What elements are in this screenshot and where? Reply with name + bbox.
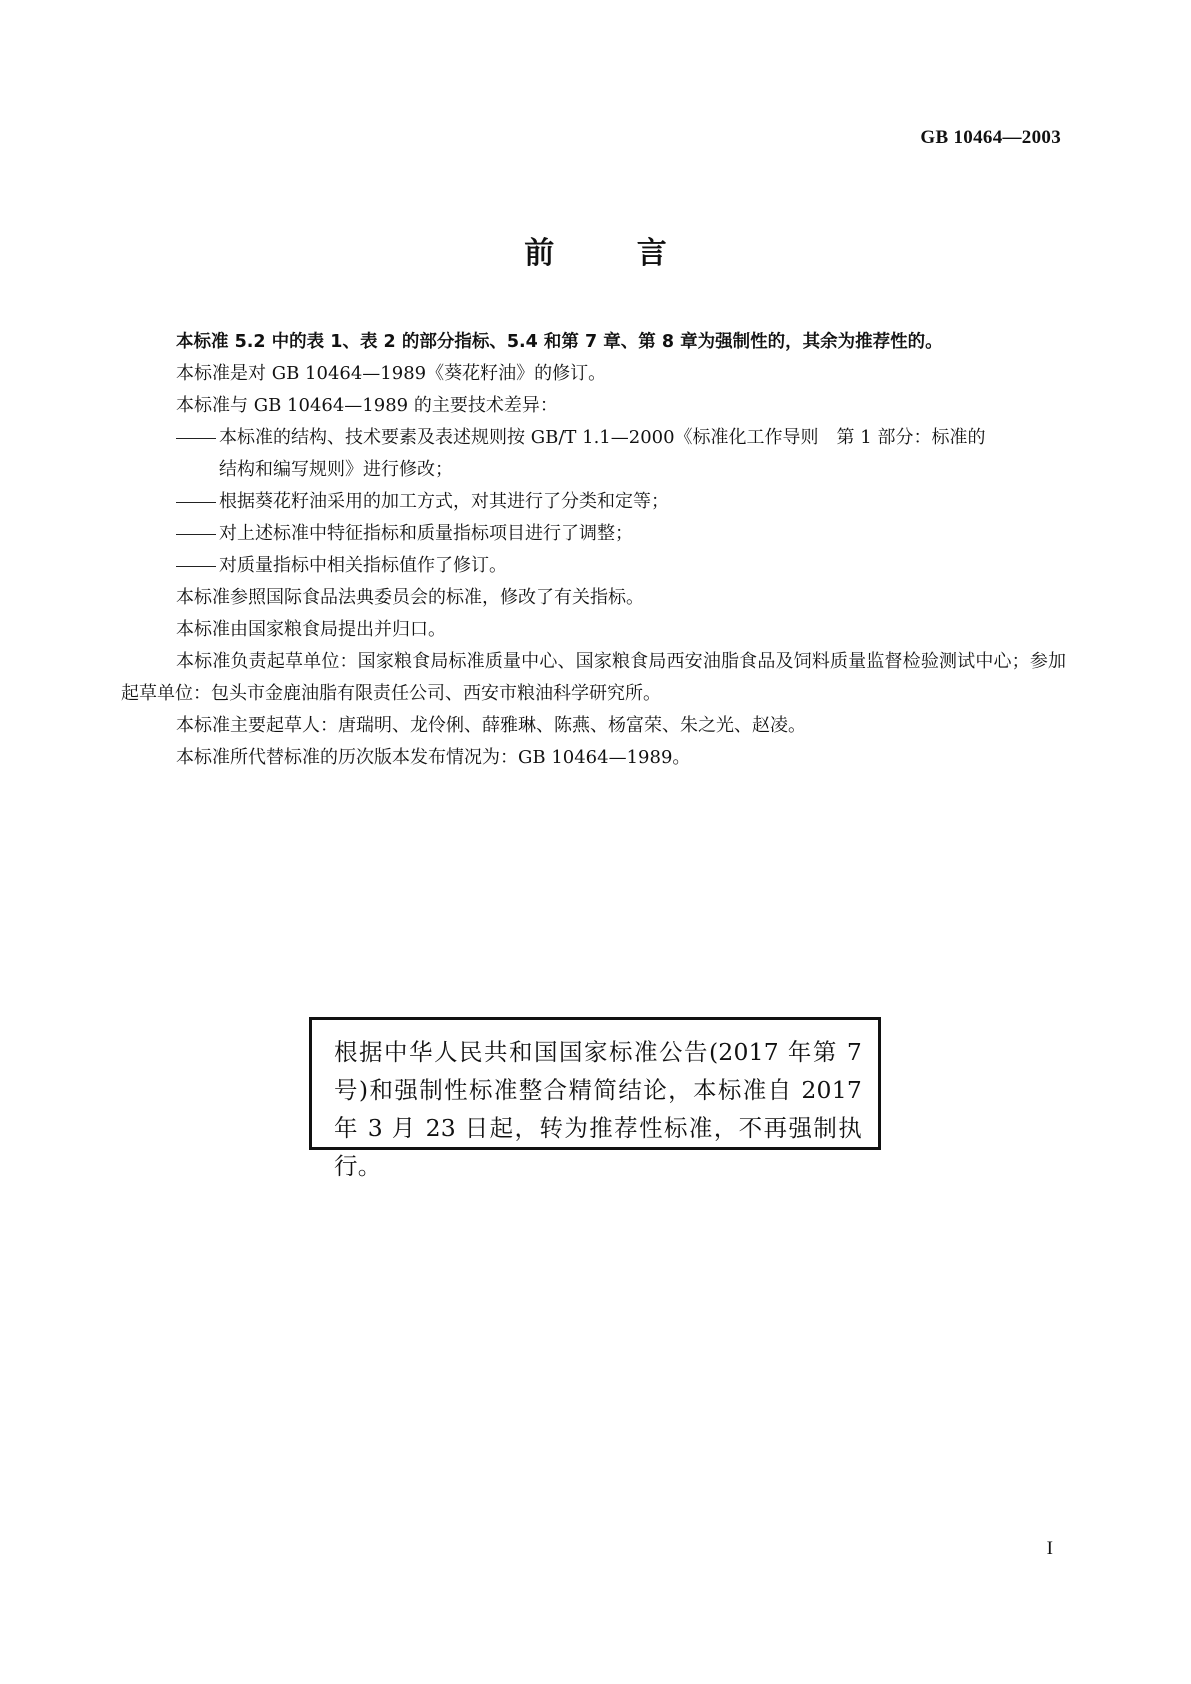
version-history: 本标准所代替标准的历次版本发布情况为：GB 10464—1989。	[176, 747, 691, 768]
difference-item-structure-line2: 结构和编写规则》进行修改；	[219, 459, 453, 480]
standard-code: GB 10464—2003	[920, 127, 1061, 148]
page-title: 前 言	[524, 236, 703, 271]
foreword-body	[121, 326, 1066, 774]
difference-item-structure	[121, 422, 1066, 486]
main-drafters: 本标准主要起草人：唐瑞明、龙伶俐、薛雅琳、陈燕、杨富荣、朱之光、赵凌。	[176, 715, 806, 736]
difference-item-classification: 根据葵花籽油采用的加工方式，对其进行了分类和定等；	[121, 486, 1066, 518]
difference-item-structure-line1: 本标准的结构、技术要素及表述规则按 GB/T 1.1—2000《标准化工作导则 第 1 部分：标准的	[219, 427, 986, 448]
difference-item-indicators: 对上述标准中特征指标和质量指标项目进行了调整；	[121, 518, 1066, 550]
drafting-units: 本标准负责起草单位：国家粮食局标准质量中心、国家粮食局西安油脂食品及饲料质量监督检验测试中心；参加起草单位：包头市金鹿油脂有限责任公司、西安市粮油科学研究所。	[121, 651, 1066, 704]
mandatory-statement: 本标准 5.2 中的表 1、表 2 的部分指标、5.4 和第 7 章、第 8 章为强制性的，其余为推荐性的。	[176, 332, 943, 352]
difference-item-values: 对质量指标中相关指标值作了修订。	[121, 550, 1066, 582]
proposing-body: 本标准由国家粮食局提出并归口。	[176, 619, 446, 640]
notice-box: 根据中华人民共和国国家标准公告(2017 年第 7 号)和强制性标准整合精简结论，本标准自 2017 年 3 月 23 日起，转为推荐性标准，不再强制执行。	[309, 1017, 881, 1150]
differences-intro: 本标准与 GB 10464—1989 的主要技术差异：	[176, 395, 558, 416]
codex-reference: 本标准参照国际食品法典委员会的标准，修改了有关指标。	[176, 587, 644, 608]
revision-statement: 本标准是对 GB 10464—1989《葵花籽油》的修订。	[176, 363, 607, 384]
page-number: I	[1046, 1538, 1053, 1559]
